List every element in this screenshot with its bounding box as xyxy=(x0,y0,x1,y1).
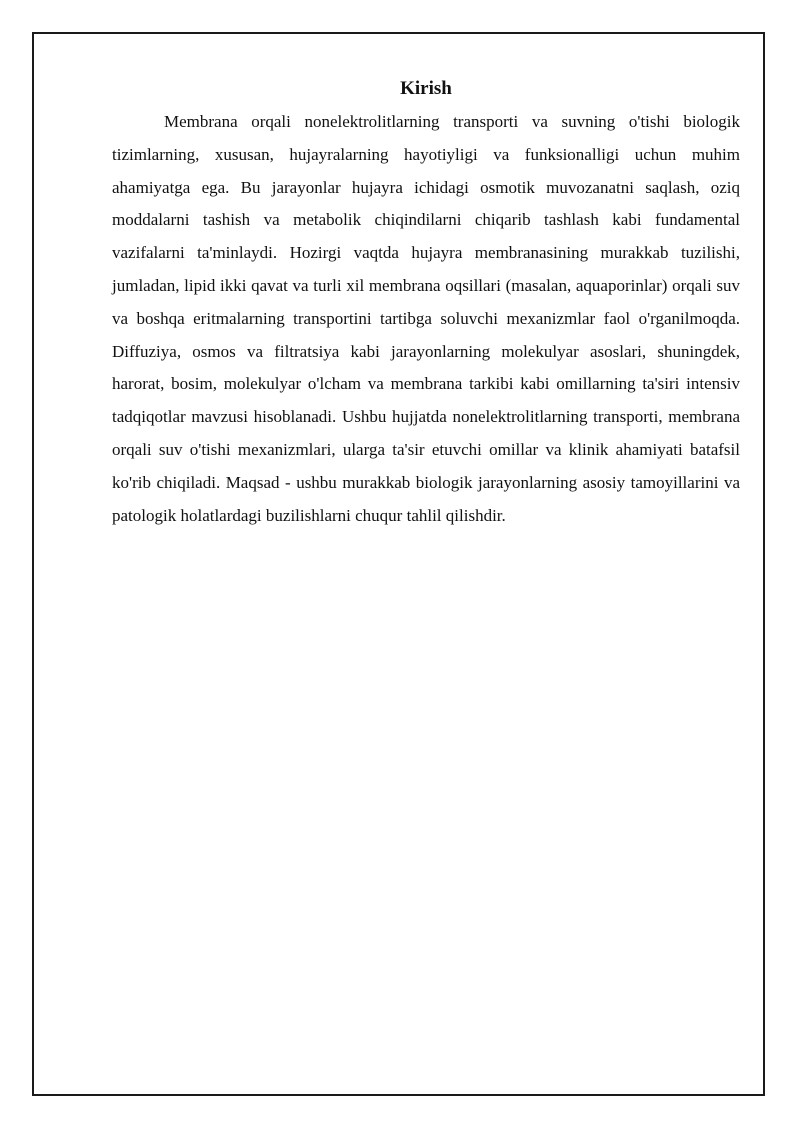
document-body xyxy=(112,76,740,532)
intro-paragraph: Membrana orqali nonelektrolitlarning transporti va suvning o'tishi biologik tizimlarning, xususan, hujayralarning hayotiyligi va funksionalligi uchun muhim ahamiyatga ega. Bu jarayonlar hujayra ichidagi osmotik muvozanatni saqlash, oziq moddalarni tashish va metabolik chiqindilarni chiqarib tashlash kabi fundamental vazifalarni ta'minlaydi. Hozirgi vaqtda hujayra membranasining murakkab tuzilishi, jumladan, lipid ikki qavat va turli xil membrana oqsillari (masalan, aquaporinlar) orqali suv va boshqa eritmalarning transportini tartibga soluvchi mexanizmlar faol o'rganilmoqda. Diffuziya, osmos va filtratsiya kabi jarayonlarning molekulyar asoslari, shuningdek, harorat, bosim, molekulyar o'lcham va membrana tarkibi kabi omillarning ta'siri intensiv tadqiqotlar mavzusi hisoblanadi. Ushbu hujjatda nonelektrolitlarning transporti, membrana orqali suv o'tishi mexanizmlari, ularga ta'sir etuvchi omillar va klinik ahamiyati batafsil ko'rib chiqiladi. Maqsad - ushbu murakkab biologik jarayonlarning asosiy tamoyillarini va patologik holatlardagi buzilishlarni chuqur tahlil qilishdir. xyxy=(112,112,740,525)
document-title: Kirish xyxy=(400,78,452,99)
